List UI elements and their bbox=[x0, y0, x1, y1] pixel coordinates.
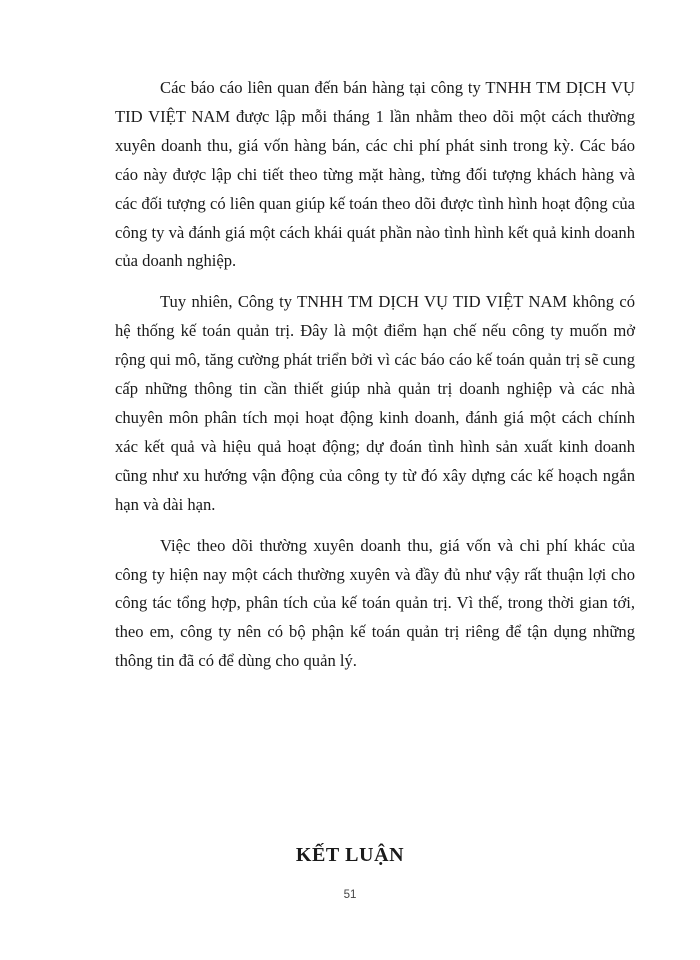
conclusion-heading: KẾT LUẬN bbox=[295, 844, 405, 866]
paragraph-reports: Các báo cáo liên quan đến bán hàng tại công ty TNHH TM DỊCH VỤ TID VIỆT NAM được lập mỗi tháng 1 lần nhằm theo dõi một cách thường xuyên doanh thu, giá vốn hàng bán, các chi phí phát sinh trong kỳ. Các báo cáo này được lập chi tiết theo từng mặt hàng, từng đối tượng khách hàng và các đối tượng có liên quan giúp kế toán theo dõi được tình hình hoạt động của công ty và đánh giá một cách khái quát phần nào tình hình kết quả kinh doanh của doanh nghiệp. bbox=[115, 78, 635, 271]
page-number: 51 bbox=[343, 889, 357, 901]
paragraph-recommendation: Việc theo dõi thường xuyên doanh thu, giá vốn và chi phí khác của công ty hiện nay một cách thường xuyên và đầy đủ như vậy rất thuận lợi cho công tác tổng hợp, phân tích của kế toán quản trị. Vì thế, trong thời gian tới, theo em, công ty nên có bộ phận kế toán quản trị riêng để tận dụng những thông tin đã có để dùng cho quản lý. bbox=[115, 535, 635, 671]
body-text bbox=[115, 74, 635, 688]
paragraph-management-accounting: Tuy nhiên, Công ty TNHH TM DỊCH VỤ TID VIỆT NAM không có hệ thống kế toán quản trị. Đây là một điểm hạn chế nếu công ty muốn mở rộng qui mô, tăng cường phát triển bởi vì các báo cáo kế toán quản trị sẽ cung cấp những thông tin cần thiết giúp nhà quản trị doanh nghiệp và các nhà chuyên môn phân tích mọi hoạt động kinh doanh, đánh giá một cách chính xác kết quả và hiệu quả hoạt động; dự đoán tình hình sản xuất kinh doanh cũng như xu hướng vận động của công ty từ đó xây dựng các kế hoạch ngắn hạn và dài hạn. bbox=[115, 292, 635, 514]
